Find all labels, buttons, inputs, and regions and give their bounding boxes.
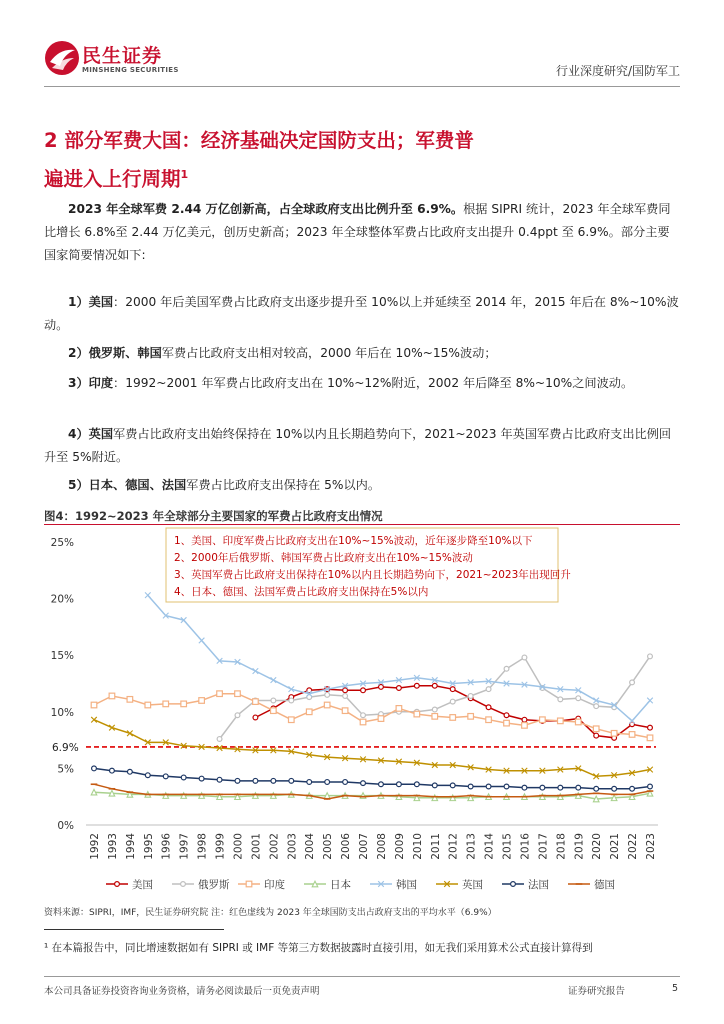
series-point-2	[235, 691, 241, 697]
footnote-mark: 1	[180, 168, 189, 181]
x-tick-label: 2001	[250, 833, 263, 860]
legend-label: 美国	[132, 879, 153, 891]
paragraph-intro	[44, 198, 680, 267]
series-point-1	[648, 654, 653, 659]
y-tick-label: 25%	[50, 537, 74, 549]
paragraph-india-text: ：1992~2001 年军费占比政府支出在 10%~12%附近，2002 年后降至 8%~10%之间波动。	[113, 376, 634, 390]
legend-label: 英国	[462, 879, 483, 891]
figure-title-rule	[44, 524, 680, 525]
x-tick-label: 1998	[196, 833, 209, 860]
series-point-1	[630, 680, 635, 685]
series-point-2	[378, 716, 384, 722]
series-point-6	[271, 778, 276, 783]
x-tick-label: 2021	[609, 833, 622, 860]
page-number: 5	[672, 983, 679, 994]
series-point-0	[414, 683, 419, 688]
x-tick-label: 2014	[483, 833, 496, 860]
section-title	[44, 124, 484, 197]
series-point-1	[486, 687, 491, 692]
paragraph-japan-germany-france	[44, 474, 680, 497]
series-point-2	[486, 717, 492, 723]
series-point-6	[145, 773, 150, 778]
series-point-6	[522, 785, 527, 790]
series-point-6	[612, 786, 617, 791]
series-point-6	[325, 780, 330, 785]
paragraph-india	[44, 372, 680, 395]
figure-title: 图4：1992~2023 年全球部分主要国家的军费占比政府支出情况	[44, 509, 383, 523]
footnote-text: ¹ 在本篇报告中，同比增速数据如有 SIPRI 或 IMF 等第三方数据披露时直接引用，如无我们采用算术公式直接计算得到	[44, 942, 593, 954]
series-point-2	[324, 702, 330, 708]
series-point-0	[486, 705, 491, 710]
section-title-text: 2 部分军费大国：经济基础决定国防支出；军费普遍进入上行周期	[44, 129, 474, 191]
series-point-6	[199, 776, 204, 781]
x-tick-label: 2004	[304, 833, 317, 860]
series-point-4	[253, 668, 259, 674]
legend-label: 韩国	[396, 879, 417, 891]
series-point-2	[217, 691, 223, 697]
series-point-3	[91, 789, 97, 795]
series-line-5	[94, 720, 650, 777]
x-tick-label: 2010	[411, 833, 424, 860]
series-point-6	[289, 778, 294, 783]
series-point-6	[397, 782, 402, 787]
series-point-1	[432, 707, 437, 712]
series-point-6	[163, 774, 168, 779]
series-point-2	[163, 701, 169, 707]
series-point-1	[217, 737, 222, 742]
series-point-6	[92, 766, 97, 771]
series-point-6	[450, 783, 455, 788]
series-point-0	[379, 684, 384, 689]
logo-text-en: MINSHENG SECURITIES	[82, 66, 179, 74]
x-tick-label: 2002	[268, 833, 281, 860]
x-tick-label: 2022	[627, 833, 640, 860]
series-point-3	[253, 793, 259, 799]
legend-swatch-marker	[246, 881, 252, 887]
paragraph-usa	[44, 291, 680, 337]
y-tick-label: 15%	[50, 650, 74, 663]
report-category: 行业深度研究/国防军工	[555, 64, 680, 78]
series-point-3	[271, 793, 277, 799]
paragraph-jgf-lead: 5）日本、德国、法国	[68, 478, 187, 492]
series-point-4	[647, 698, 653, 704]
paragraph-usa-text: ：2000 年后美国军费占比政府支出逐步提升至 10%以上并延续至 2014 年，2015 年后在 8%~10%波动。	[44, 295, 679, 332]
y-tick-label: 5%	[57, 763, 74, 776]
x-tick-label: 2013	[465, 833, 478, 860]
x-tick-label: 1995	[142, 833, 155, 860]
series-point-3	[540, 794, 546, 800]
y-tick-label: 20%	[50, 593, 74, 606]
series-point-6	[540, 785, 545, 790]
series-point-2	[181, 701, 187, 707]
military-spending-chart	[44, 526, 680, 900]
series-point-2	[504, 720, 510, 726]
paragraph-india-lead: 3）印度	[68, 376, 114, 390]
series-point-0	[648, 725, 653, 730]
legend-label: 法国	[528, 879, 549, 891]
series-line-4	[148, 595, 650, 721]
legend-swatch-marker	[312, 881, 318, 887]
series-point-2	[432, 714, 438, 720]
series-point-2	[575, 719, 581, 725]
series-point-6	[379, 782, 384, 787]
series-point-6	[217, 777, 222, 782]
series-point-2	[306, 709, 312, 715]
legend-label: 日本	[330, 879, 351, 891]
series-point-6	[468, 784, 473, 789]
annotation-line: 4、日本、德国、法国军费占比政府支出保持在5%以内	[174, 586, 429, 598]
series-point-5	[91, 717, 97, 723]
series-point-4	[145, 592, 151, 598]
series-point-3	[199, 793, 205, 799]
series-point-0	[450, 687, 455, 692]
series-point-3	[360, 793, 366, 799]
x-tick-label: 2012	[447, 833, 460, 860]
series-point-1	[522, 655, 527, 660]
series-point-1	[504, 666, 509, 671]
series-line-2	[94, 694, 650, 738]
series-point-2	[145, 702, 151, 708]
x-tick-label: 2020	[591, 833, 604, 860]
series-point-2	[468, 714, 474, 720]
x-tick-label: 2003	[286, 833, 299, 860]
series-point-0	[594, 733, 599, 738]
series-point-1	[343, 694, 348, 699]
reference-line-label: 6.9%	[52, 741, 79, 754]
series-point-6	[630, 786, 635, 791]
series-point-2	[629, 732, 635, 738]
footnote-rule	[44, 929, 224, 930]
series-point-1	[576, 696, 581, 701]
series-point-2	[414, 711, 420, 717]
series-point-3	[593, 796, 599, 802]
series-point-6	[181, 775, 186, 780]
x-tick-label: 1993	[106, 833, 119, 860]
paragraph-russia-korea	[44, 342, 680, 365]
series-point-2	[127, 697, 133, 703]
x-tick-label: 2018	[555, 833, 568, 860]
series-point-0	[253, 715, 258, 720]
series-point-0	[397, 686, 402, 691]
paragraph-russia-korea-lead: 2）俄罗斯、韩国	[68, 346, 162, 360]
series-point-1	[361, 713, 366, 718]
x-tick-label: 2011	[429, 833, 442, 860]
series-point-3	[181, 793, 187, 799]
series-point-1	[558, 697, 563, 702]
paragraph-jgf-text: 军费占比政府支出保持在 5%以内。	[186, 478, 381, 492]
series-point-2	[611, 731, 617, 737]
x-tick-label: 2005	[322, 833, 335, 860]
series-point-2	[593, 726, 599, 732]
series-point-2	[522, 723, 528, 729]
annotation-line: 2、2000年后俄罗斯、韩国军费占比政府支出在10%~15%波动	[174, 552, 473, 564]
x-tick-label: 2017	[537, 833, 550, 860]
series-point-0	[361, 688, 366, 693]
series-point-1	[271, 698, 276, 703]
figure-source: 资料来源：SIPRI，IMF，民生证券研究院 注：红色虚线为 2023 年全球国防支出占政府支出的平均水平（6.9%）	[44, 908, 497, 918]
x-tick-label: 2006	[340, 833, 353, 860]
series-point-1	[289, 698, 294, 703]
series-point-0	[432, 683, 437, 688]
footer-report-type: 证券研究报告	[568, 986, 626, 997]
series-point-2	[558, 718, 564, 724]
series-point-4	[271, 677, 277, 683]
x-tick-label: 2000	[232, 833, 245, 860]
legend-swatch-marker	[115, 882, 120, 887]
series-point-2	[109, 693, 115, 699]
x-tick-label: 1999	[214, 833, 227, 860]
annotation-line: 3、英国军费占比政府支出保持在10%以内且长期趋势向下，2021~2023年出现回升	[174, 569, 571, 581]
series-point-0	[343, 688, 348, 693]
y-tick-label: 10%	[50, 706, 74, 719]
x-tick-label: 2019	[573, 833, 586, 860]
series-point-6	[504, 784, 509, 789]
legend-label: 俄罗斯	[198, 879, 230, 891]
header-divider	[44, 86, 680, 87]
series-point-3	[611, 795, 617, 801]
series-point-2	[91, 702, 97, 708]
series-point-6	[343, 780, 348, 785]
footer-divider	[44, 976, 680, 977]
paragraph-usa-lead: 1）美国	[68, 295, 114, 309]
paragraph-russia-korea-text: 军费占比政府支出相对较高，2000 年后在 10%~15%波动；	[161, 346, 497, 360]
series-point-1	[325, 692, 330, 697]
series-point-4	[199, 638, 205, 644]
series-point-3	[109, 791, 115, 797]
series-point-3	[163, 793, 169, 799]
paragraph-uk	[44, 423, 680, 469]
x-tick-label: 1996	[160, 833, 173, 860]
series-point-1	[468, 694, 473, 699]
series-point-6	[558, 785, 563, 790]
series-point-1	[450, 699, 455, 704]
x-tick-label: 2023	[645, 833, 657, 860]
series-point-6	[110, 768, 115, 773]
series-point-6	[307, 780, 312, 785]
company-logo	[44, 40, 184, 80]
paragraph-uk-lead: 4）英国	[68, 427, 114, 441]
series-point-0	[522, 717, 527, 722]
series-point-2	[253, 699, 259, 705]
series-point-2	[647, 735, 653, 741]
series-point-0	[504, 713, 509, 718]
series-point-6	[486, 784, 491, 789]
series-line-6	[94, 768, 650, 788]
series-point-6	[253, 778, 258, 783]
series-point-2	[540, 717, 546, 723]
footer-disclaimer: 本公司具备证券投资咨询业务资格，请务必阅读最后一页免责声明	[44, 986, 320, 997]
annotation-line: 1、美国、印度军费占比政府支出在10%~15%波动，近年逐步降至10%以下	[174, 535, 533, 547]
series-point-2	[199, 698, 205, 704]
series-line-1	[220, 656, 651, 739]
series-point-3	[324, 793, 330, 799]
x-tick-label: 1997	[178, 833, 191, 860]
series-point-3	[396, 794, 402, 800]
x-tick-label: 2008	[375, 833, 388, 860]
series-point-6	[594, 786, 599, 791]
paragraph-uk-text: 军费占比政府支出始终保持在 10%以内且长期趋势向下，2021~2023 年英国军费占比政府支出比例回升至 5%附近。	[44, 427, 672, 464]
series-point-2	[450, 715, 456, 721]
legend-label: 印度	[264, 879, 285, 891]
series-point-1	[594, 704, 599, 709]
legend-swatch-marker	[511, 882, 516, 887]
series-point-6	[127, 769, 132, 774]
series-point-2	[288, 717, 294, 723]
x-tick-label: 2015	[501, 833, 514, 860]
legend-swatch-marker	[181, 882, 186, 887]
series-point-6	[648, 784, 653, 789]
series-point-6	[361, 781, 366, 786]
series-point-2	[360, 719, 366, 725]
series-line-0	[255, 686, 650, 738]
series-point-2	[342, 708, 348, 714]
x-tick-label: 2009	[393, 833, 406, 860]
series-point-6	[235, 778, 240, 783]
series-point-2	[271, 708, 277, 714]
paragraph-intro-lead: 2023 年全球军费 2.44 万亿创新高，占全球政府支出比例升至 6.9%。	[68, 202, 464, 216]
x-tick-label: 1992	[89, 833, 101, 860]
series-point-1	[235, 713, 240, 718]
series-point-6	[576, 785, 581, 790]
x-tick-label: 1994	[124, 833, 137, 860]
legend-label: 德国	[594, 879, 615, 891]
x-tick-label: 2007	[358, 833, 371, 860]
x-tick-label: 2016	[519, 833, 532, 860]
series-point-6	[414, 782, 419, 787]
series-point-2	[396, 706, 402, 712]
paragraph-intro-text: 根据 SIPRI 统计，2023 年全球军费同比增长 6.8%至 2.44 万亿美元，创历史新高；2023 年全球整体军费占比政府支出提升 0.4ppt 至 6.9%。部分主要国家简要情况如下:	[44, 202, 671, 262]
logo-text-cn: 民生证券	[82, 45, 163, 67]
series-point-6	[432, 783, 437, 788]
logo-mark-icon	[44, 40, 80, 76]
y-tick-label: 0%	[57, 820, 74, 832]
